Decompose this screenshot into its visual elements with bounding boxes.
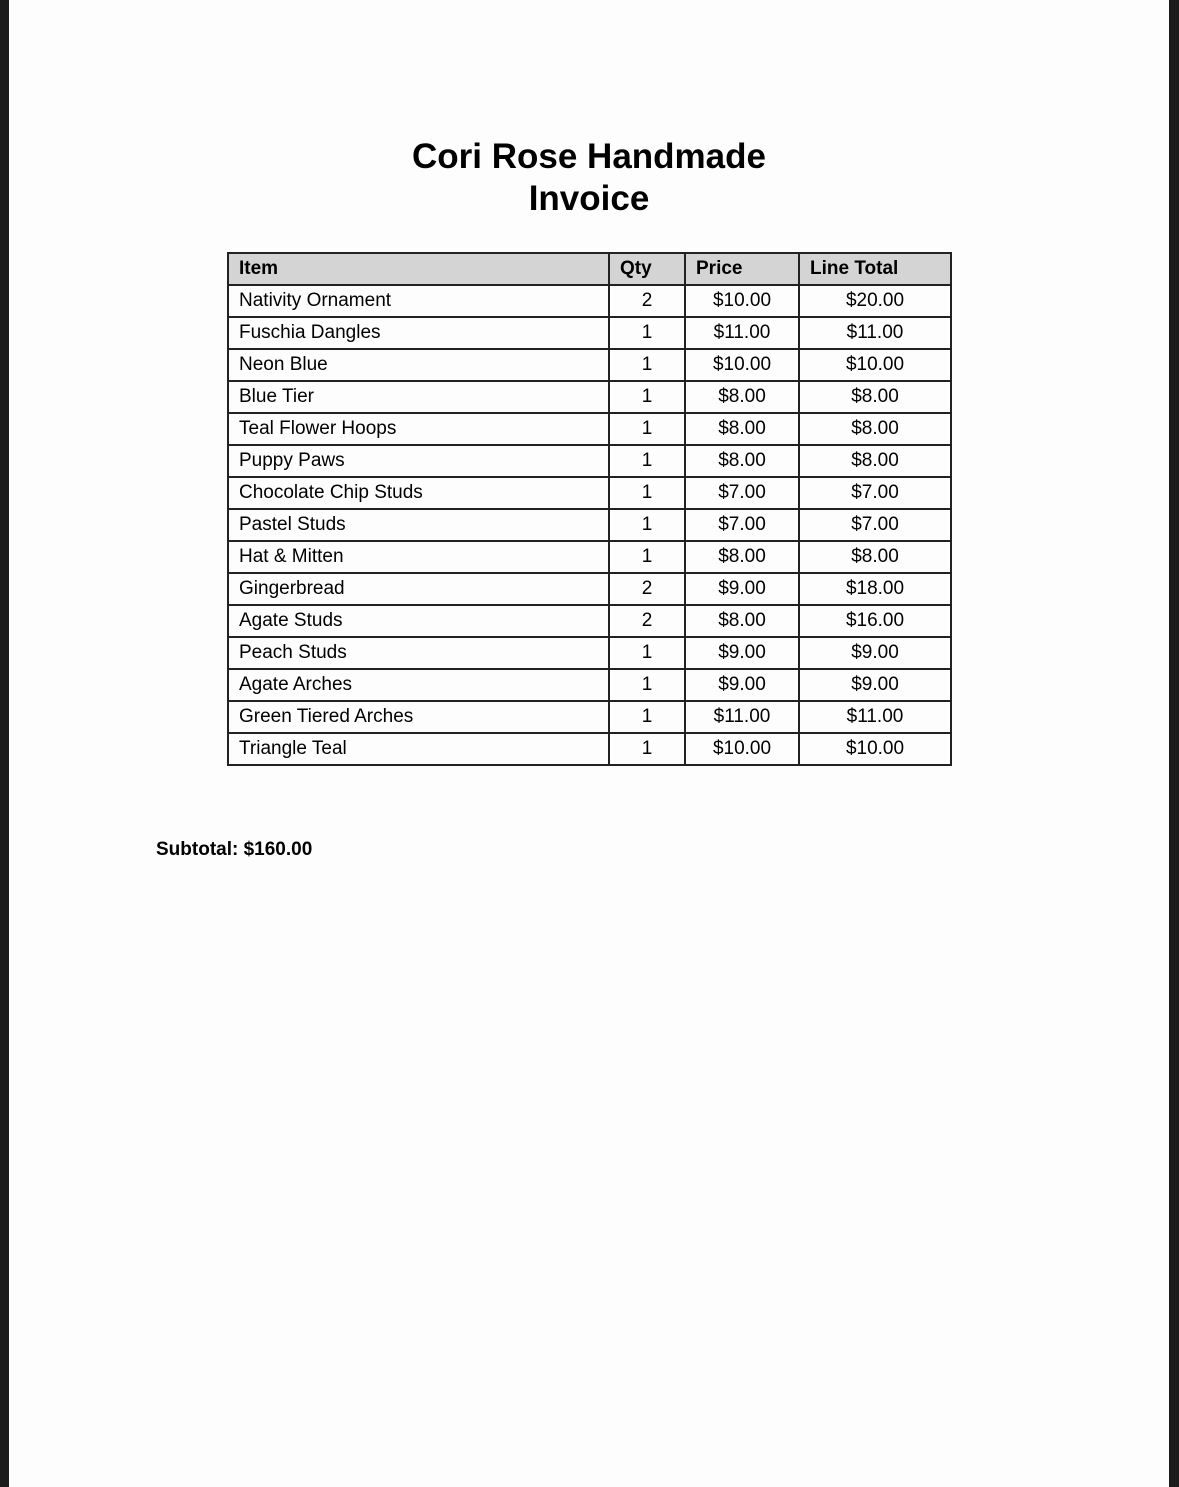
cell-line-total: $8.00	[799, 541, 951, 573]
cell-price: $8.00	[685, 445, 799, 477]
cell-price: $8.00	[685, 541, 799, 573]
table-row	[228, 477, 951, 509]
table-row	[228, 541, 951, 573]
invoice-title	[9, 136, 1169, 220]
cell-item: Gingerbread	[228, 573, 609, 605]
cell-qty: 1	[609, 701, 685, 733]
cell-item: Triangle Teal	[228, 733, 609, 765]
subtotal: Subtotal: $160.00	[156, 839, 313, 860]
cell-qty: 1	[609, 477, 685, 509]
cell-qty: 1	[609, 445, 685, 477]
cell-qty: 1	[609, 381, 685, 413]
cell-price: $8.00	[685, 381, 799, 413]
table-row	[228, 701, 951, 733]
cell-item: Peach Studs	[228, 637, 609, 669]
business-name: Cori Rose Handmade	[412, 137, 766, 176]
cell-line-total: $8.00	[799, 413, 951, 445]
cell-item: Agate Studs	[228, 605, 609, 637]
cell-item: Hat & Mitten	[228, 541, 609, 573]
table-row	[228, 733, 951, 765]
column-header-item: Item	[228, 253, 609, 285]
cell-price: $8.00	[685, 413, 799, 445]
column-header-price: Price	[685, 253, 799, 285]
cell-qty: 1	[609, 669, 685, 701]
cell-price: $9.00	[685, 669, 799, 701]
cell-line-total: $7.00	[799, 477, 951, 509]
cell-price: $11.00	[685, 317, 799, 349]
cell-qty: 2	[609, 605, 685, 637]
cell-qty: 1	[609, 637, 685, 669]
cell-item: Puppy Paws	[228, 445, 609, 477]
cell-item: Green Tiered Arches	[228, 701, 609, 733]
cell-qty: 1	[609, 541, 685, 573]
table-row	[228, 637, 951, 669]
cell-price: $10.00	[685, 285, 799, 317]
cell-price: $10.00	[685, 733, 799, 765]
table-row	[228, 605, 951, 637]
cell-price: $7.00	[685, 477, 799, 509]
column-header-line-total: Line Total	[799, 253, 951, 285]
cell-line-total: $9.00	[799, 637, 951, 669]
document-title: Invoice	[528, 179, 650, 218]
table-row	[228, 349, 951, 381]
cell-qty: 2	[609, 285, 685, 317]
cell-qty: 2	[609, 573, 685, 605]
table-row	[228, 669, 951, 701]
cell-item: Fuschia Dangles	[228, 317, 609, 349]
invoice-page	[9, 0, 1169, 1487]
cell-line-total: $18.00	[799, 573, 951, 605]
cell-item: Teal Flower Hoops	[228, 413, 609, 445]
cell-price: $8.00	[685, 605, 799, 637]
cell-line-total: $8.00	[799, 445, 951, 477]
cell-line-total: $10.00	[799, 349, 951, 381]
column-header-qty: Qty	[609, 253, 685, 285]
cell-item: Nativity Ornament	[228, 285, 609, 317]
cell-item: Neon Blue	[228, 349, 609, 381]
table-row	[228, 413, 951, 445]
cell-item: Chocolate Chip Studs	[228, 477, 609, 509]
cell-qty: 1	[609, 509, 685, 541]
cell-qty: 1	[609, 733, 685, 765]
cell-price: $9.00	[685, 637, 799, 669]
table-row	[228, 573, 951, 605]
cell-line-total: $11.00	[799, 701, 951, 733]
cell-qty: 1	[609, 413, 685, 445]
invoice-table	[227, 252, 952, 766]
cell-price: $9.00	[685, 573, 799, 605]
cell-price: $10.00	[685, 349, 799, 381]
cell-qty: 1	[609, 317, 685, 349]
cell-line-total: $16.00	[799, 605, 951, 637]
cell-item: Blue Tier	[228, 381, 609, 413]
cell-qty: 1	[609, 349, 685, 381]
cell-price: $11.00	[685, 701, 799, 733]
cell-line-total: $7.00	[799, 509, 951, 541]
cell-line-total: $20.00	[799, 285, 951, 317]
cell-item: Pastel Studs	[228, 509, 609, 541]
table-header-row	[228, 253, 951, 285]
cell-item: Agate Arches	[228, 669, 609, 701]
table-row	[228, 381, 951, 413]
table-row	[228, 317, 951, 349]
cell-line-total: $10.00	[799, 733, 951, 765]
cell-price: $7.00	[685, 509, 799, 541]
cell-line-total: $9.00	[799, 669, 951, 701]
cell-line-total: $8.00	[799, 381, 951, 413]
table-row	[228, 285, 951, 317]
cell-line-total: $11.00	[799, 317, 951, 349]
table-row	[228, 509, 951, 541]
table-row	[228, 445, 951, 477]
